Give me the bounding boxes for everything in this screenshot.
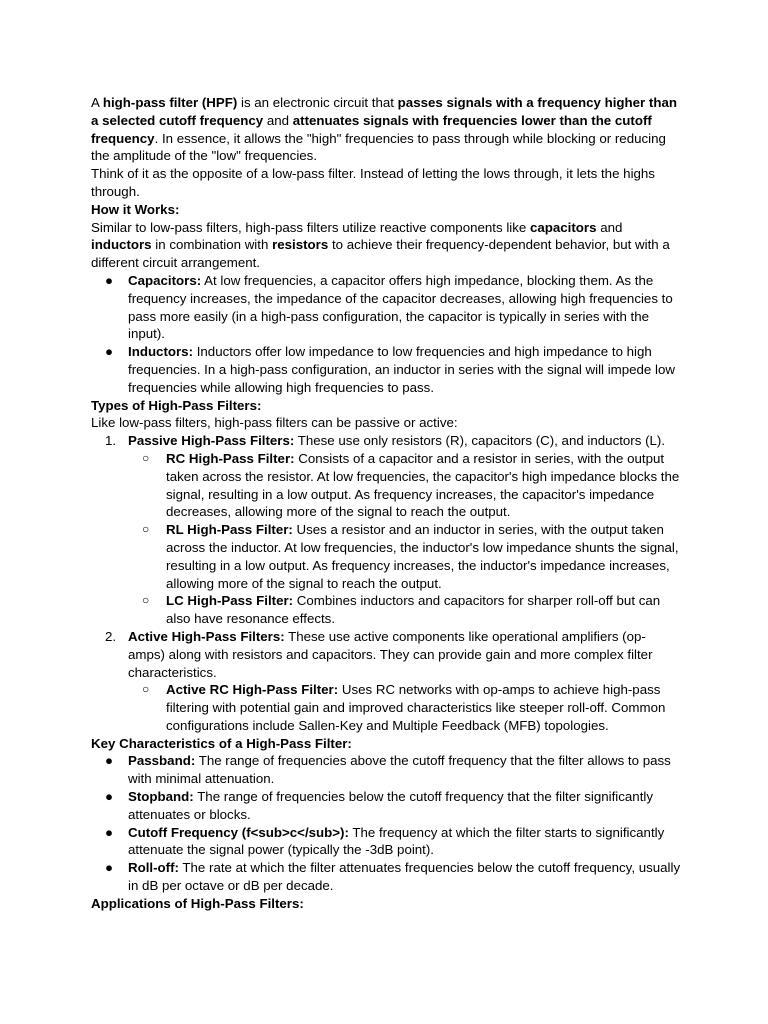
sub-list <box>128 681 681 734</box>
item-text: The rate at which the filter attenuates frequencies below the cutoff frequency, usually in dB per octave or dB per decade. <box>128 860 681 894</box>
bullet-icon: ● <box>105 272 114 288</box>
intro-text: and <box>263 112 293 128</box>
item-label: Cutoff Frequency (f<sub>c</sub>): <box>128 824 349 840</box>
item-text: Inductors offer low impedance to low frequencies and high impedance to high frequencies. In a high-pass configuration, an inductor in series with the signal will impede low frequencies while allowing high frequencies to pass. <box>128 344 675 395</box>
item-label: Capacitors: <box>128 272 202 288</box>
sub-list <box>128 450 681 628</box>
sub-list-item <box>128 450 681 521</box>
sub-list-item <box>128 521 681 592</box>
how-it-works-paragraph <box>91 219 681 272</box>
item-label: Active RC High-Pass Filter: <box>166 682 339 698</box>
key-characteristics-heading: Key Characteristics of a High-Pass Filter: <box>91 735 352 751</box>
list-number: 1. <box>105 433 117 449</box>
item-text: Consists of a capacitor and a resistor in series, with the output taken across the resistor. At low frequencies, the capacitor's high impedance blocks the signal, resulting in a low output. As frequency increases, the capacitor's impedance decreases, allowing more of the signal to reach the output. <box>166 450 680 520</box>
hollow-bullet-icon: ○ <box>142 682 150 697</box>
item-label: Roll-off: <box>128 860 179 876</box>
list-item <box>91 824 681 860</box>
item-label: Passive High-Pass Filters: <box>128 433 295 449</box>
paragraph-text: in combination with <box>151 237 273 253</box>
list-number: 2. <box>105 628 117 644</box>
item-label: Inductors: <box>128 344 194 360</box>
intro-text: A <box>91 95 103 110</box>
item-text: The frequency at which the filter starts to significantly attenuate the signal power (typically the -3dB point). <box>128 824 665 858</box>
hollow-bullet-icon: ○ <box>142 450 150 465</box>
item-label: RL High-Pass Filter: <box>166 522 293 538</box>
item-label: Passband: <box>128 753 196 769</box>
bullet-icon: ● <box>105 753 114 769</box>
item-text: Uses a resistor and an inductor in series, with the output taken across the inductor. At low frequencies, the inductor's low impedance shunts the signal, resulting in a low output. As frequency increases, the inductor's impedance increases, allowing more of the signal to reach the output. <box>166 522 679 591</box>
types-heading: Types of High-Pass Filters: <box>91 397 262 413</box>
types-list <box>91 432 681 735</box>
bullet-icon: ● <box>105 824 114 840</box>
hollow-bullet-icon: ○ <box>142 522 150 537</box>
applications-heading: Applications of High-Pass Filters: <box>91 895 304 911</box>
bullet-icon: ● <box>105 860 114 876</box>
paragraph-text: and <box>596 219 623 235</box>
item-text: Combines inductors and capacitors for sharper roll-off but can also have resonance effects. <box>166 593 661 627</box>
paragraph-text: to achieve their frequency-dependent behavior, but with a different circuit arrangement. <box>91 237 670 271</box>
item-text: The range of frequencies above the cutoff frequency that the filter allows to pass with minimal attenuation. <box>128 753 671 787</box>
item-label: Active High-Pass Filters: <box>128 628 285 644</box>
list-item <box>91 628 681 735</box>
hollow-bullet-icon: ○ <box>142 593 150 608</box>
how-it-works-heading: How it Works: <box>91 201 180 217</box>
intro-text: . In essence, it allows the "high" frequencies to pass through while blocking or reducing the amplitude of the "low" frequencies. <box>91 130 666 164</box>
bullet-icon: ● <box>105 789 114 805</box>
item-label: LC High-Pass Filter: <box>166 593 294 609</box>
intro-paragraph-1 <box>91 94 681 165</box>
key-characteristics-list <box>91 752 681 894</box>
intro-bold-phrase: passes signals with a frequency higher than a selected cutoff frequency <box>91 95 677 128</box>
item-text: These use active components like operational amplifiers (op-amps) along with resistors and capacitors. They can provide gain and more complex filter characteristics. <box>128 628 653 680</box>
sub-list-item <box>128 592 681 628</box>
intro-bold-term: high-pass filter (HPF) <box>102 95 238 110</box>
intro-text: is an electronic circuit that <box>237 95 398 110</box>
item-text: Uses RC networks with op-amps to achieve high-pass filtering with potential gain and improved characteristics like steeper roll-off. Common configurations include Sallen-Key and Multiple Feedback (MFB) topologies. <box>166 682 666 733</box>
list-item <box>91 859 681 895</box>
item-text: These use only resistors (R), capacitors (C), and inductors (L). <box>294 433 666 449</box>
list-item <box>91 752 681 788</box>
paragraph-text: Similar to low-pass filters, high-pass filters utilize reactive components like <box>91 219 530 235</box>
bold-term: capacitors <box>529 219 597 235</box>
list-item <box>91 432 681 628</box>
item-label: RC High-Pass Filter: <box>166 450 295 466</box>
item-label: Stopband: <box>128 789 194 805</box>
list-item <box>91 272 681 343</box>
list-item <box>91 788 681 824</box>
list-item <box>91 343 681 396</box>
how-it-works-list <box>91 272 681 397</box>
item-text: At low frequencies, a capacitor offers high impedance, blocking them. As the frequency increases, the impedance of the capacitor decreases, allowing high frequencies to pass more easily (in a high-pass configuration, the capacitor is typically in series with the input). <box>128 272 673 342</box>
sub-list-item <box>128 681 681 734</box>
document-body <box>91 94 681 913</box>
types-intro: Like low-pass filters, high-pass filters can be passive or active: <box>91 415 458 431</box>
bullet-icon: ● <box>105 344 114 360</box>
item-text: The range of frequencies below the cutoff frequency that the filter significantly attenuates or blocks. <box>128 789 653 822</box>
intro-bold-phrase: attenuates signals with frequencies lower than the cutoff frequency <box>91 112 652 146</box>
intro-paragraph-2: Think of it as the opposite of a low-pass filter. Instead of letting the lows through, it lets the highs through. <box>91 166 655 199</box>
bold-term: inductors <box>91 237 152 253</box>
bold-term: resistors <box>272 237 329 253</box>
